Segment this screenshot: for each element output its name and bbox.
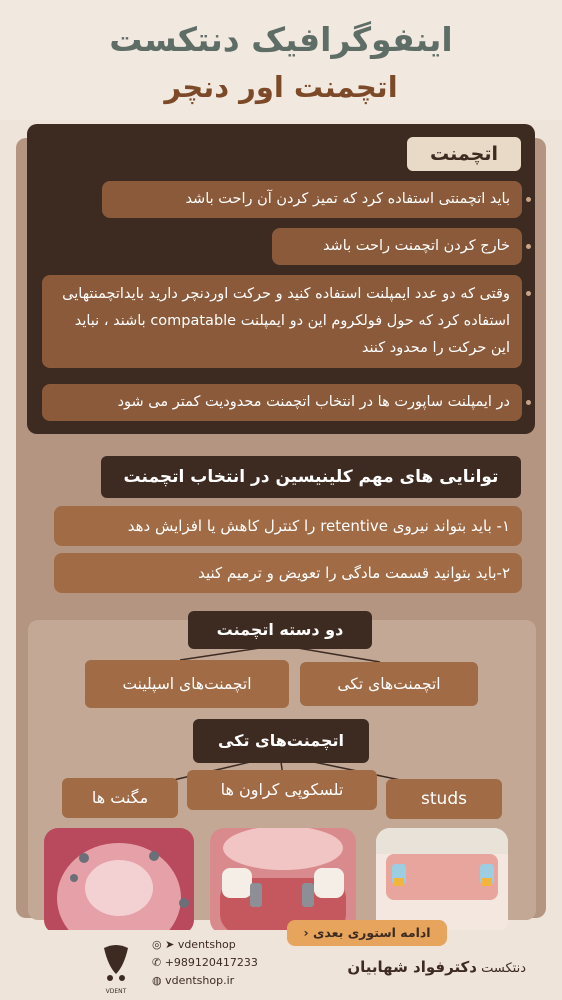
globe-icon: ◍ [152,974,166,987]
photo-studs [376,828,508,934]
type-magnets: مگنت ها [62,778,178,818]
brand-name: دکترفواد شهابیان [347,958,477,976]
photo-telescopic [210,828,356,934]
ability-1: ۱- باید بتواند نیروی retentive را کنترل کاهش یا افزایش دهد [54,506,522,546]
contact-instagram[interactable]: ◎ ➤ vdentshop [152,938,236,951]
instagram-icon: ◎ ➤ [152,938,178,951]
ability-2: ۲-باید بتوانید قسمت مادگی را تعویض و ترمیم کنید [54,553,522,593]
section3-title: دو دسته اتچمنت [188,611,372,649]
type-telescopic: تلسکوپی کراون ها [187,770,377,810]
brand-prefix: دنتکست [481,961,526,976]
chevron-left-icon: ‹ [303,925,309,940]
photo-magnets [44,828,194,934]
section1-title: اتچمنت [407,137,521,171]
category-single: اتچمنت‌های تکی [300,662,478,706]
whatsapp-icon: ✆ [152,956,165,969]
bullet-4: در ایمپلنت ساپورت ها در انتخاب اتچمنت محدودیت کمتر می شود [42,384,522,421]
type-studs: studs [386,779,502,819]
category-splint: اتچمنت‌های اسپلینت [85,660,289,708]
vdent-logo [96,940,136,995]
page-subtitle: اتچمنت اور دنچر [164,70,398,104]
logo-text: VDENT [105,988,127,995]
section2-title: توانایی های مهم کلینیسین در انتخاب اتچمنت [101,456,521,498]
bullet-1: باید اتچمنتی استفاده کرد که تمیز کردن آن راحت باشد [102,181,522,218]
single-attachments-title: اتچمنت‌های تکی [193,719,369,763]
brand [347,958,526,976]
contact-phone[interactable]: ✆ +989120417233 [152,956,258,969]
next-story-button[interactable] [287,920,447,946]
bullet-3: وقتی که دو عدد ایمپلنت استفاده کنید و حرکت اوردنچر دارید بایداتچمنتهایی استفاده کرد که حول فولکروم این دو ایمپلنت compatable باشند ، نباید این حرکت را محدود کنند [42,275,522,368]
contact-website[interactable]: ◍ vdentshop.ir [152,974,235,987]
page-title: اینفوگرافیک دنتکست [109,20,453,59]
next-story-label: ادامه استوری بعدی [312,925,431,940]
bullet-2: خارج کردن اتچمنت راحت باشد [272,228,522,265]
